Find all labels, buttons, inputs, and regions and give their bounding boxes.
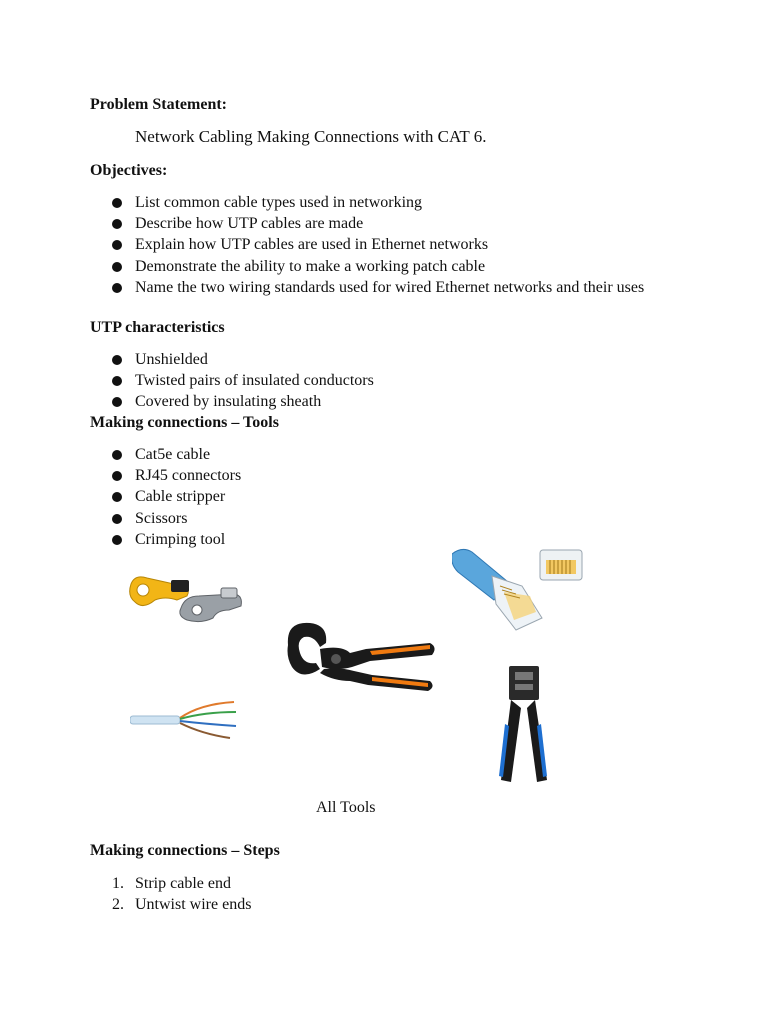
objectives-heading: Objectives: xyxy=(90,162,168,179)
bullet-icon xyxy=(112,376,122,386)
steps-heading: Making connections – Steps xyxy=(90,842,280,859)
list-item: Demonstrate the ability to make a working patch cable xyxy=(112,256,680,277)
list-item: Name the two wiring standards used for wired Ethernet networks and their uses xyxy=(112,277,680,298)
utp-characteristics-heading: UTP characteristics xyxy=(90,319,225,336)
cable-stripper-image xyxy=(125,566,247,626)
objectives-list xyxy=(112,192,680,298)
tools-heading: Making connections – Tools xyxy=(90,414,279,431)
list-item: Scissors xyxy=(112,508,680,529)
tools-caption: All Tools xyxy=(316,799,376,816)
list-item: Cat5e cable xyxy=(112,444,680,465)
bullet-icon xyxy=(112,198,122,208)
bullet-icon xyxy=(112,355,122,365)
list-item: Explain how UTP cables are used in Ethernet networks xyxy=(112,234,680,255)
list-item: Describe how UTP cables are made xyxy=(112,213,680,234)
bullet-icon xyxy=(112,219,122,229)
crimping-tool-image xyxy=(495,664,551,784)
list-item: 2. Untwist wire ends xyxy=(112,896,252,913)
tools-list xyxy=(112,444,680,550)
list-item: List common cable types used in networking xyxy=(112,192,680,213)
bullet-icon xyxy=(112,262,122,272)
problem-statement-heading: Problem Statement: xyxy=(90,96,227,113)
list-item: RJ45 connectors xyxy=(112,465,680,486)
list-item: Crimping tool xyxy=(112,529,680,550)
bullet-icon xyxy=(112,471,122,481)
list-item: Unshielded xyxy=(112,349,680,370)
bullet-icon xyxy=(112,514,122,524)
utp-cable-image xyxy=(130,698,240,742)
ratchet-cutter-image xyxy=(280,615,440,705)
list-item: 1. Strip cable end xyxy=(112,875,231,892)
rj45-connector-image xyxy=(452,546,597,632)
bullet-icon xyxy=(112,397,122,407)
bullet-icon xyxy=(112,535,122,545)
bullet-icon xyxy=(112,492,122,502)
list-item: Cable stripper xyxy=(112,486,680,507)
steps-list xyxy=(112,873,251,915)
list-item: Covered by insulating sheath xyxy=(112,391,680,412)
list-item: Twisted pairs of insulated conductors xyxy=(112,370,680,391)
problem-statement-text: Network Cabling Making Connections with CAT 6. xyxy=(135,127,487,146)
bullet-icon xyxy=(112,450,122,460)
utp-list xyxy=(112,349,680,413)
bullet-icon xyxy=(112,283,122,293)
bullet-icon xyxy=(112,240,122,250)
